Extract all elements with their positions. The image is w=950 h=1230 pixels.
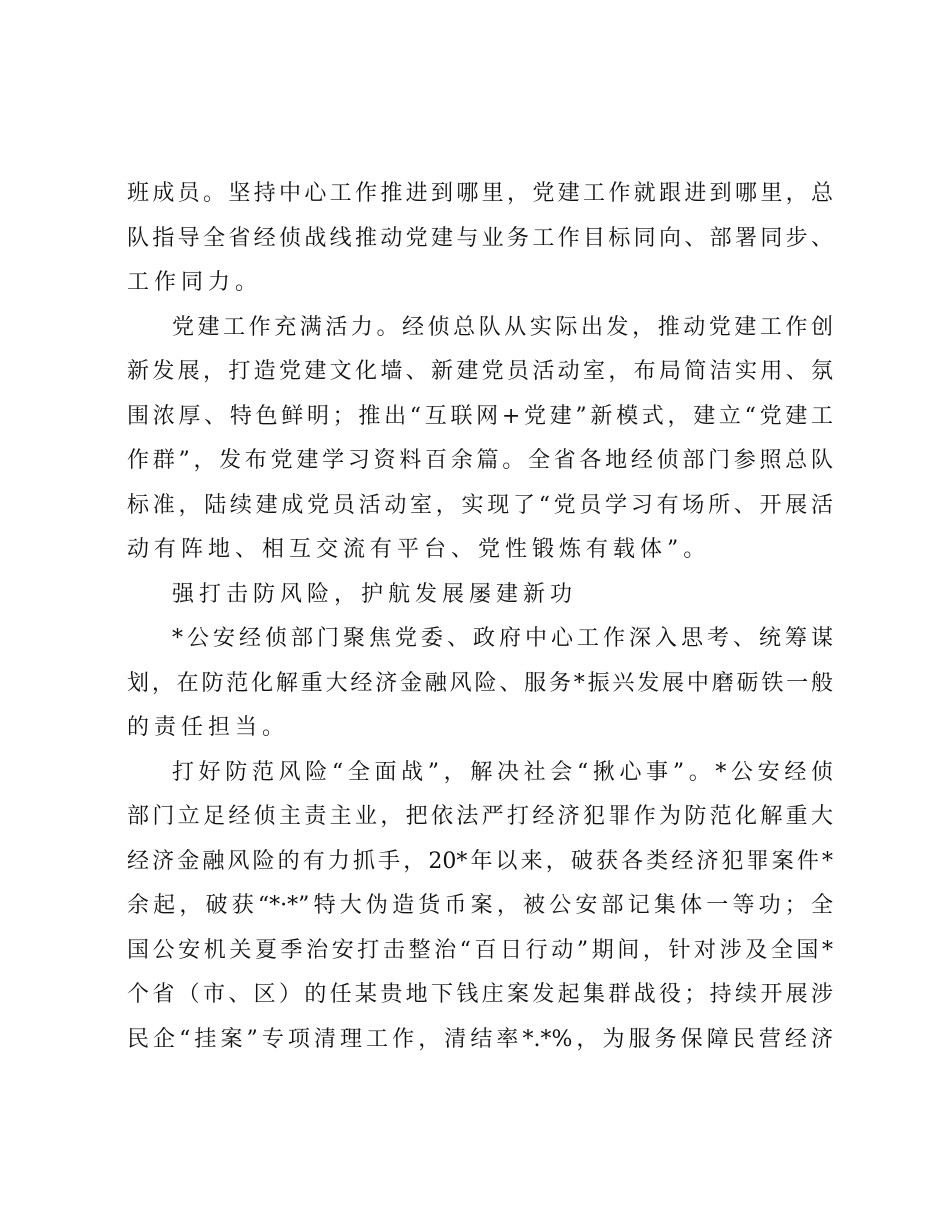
document-body xyxy=(127,172,833,1062)
text-line: 标准，陆续建成党员活动室，实现了“党员学习有场所、开展活 xyxy=(127,492,833,518)
paragraph-start: 党建工作充满活力。经侦总队从实际出发，推动党建工作创 xyxy=(172,314,833,340)
text-line: 个省（市、区）的任某贵地下钱庄案发起集群战役；持续开展涉 xyxy=(127,982,833,1007)
text-line: 划，在防范化解重大经济金融风险、服务*振兴发展中磨砺铁一般 xyxy=(127,670,833,696)
text-line: 经济金融风险的有力抓手，20*年以来，破获各类经济犯罪案件* xyxy=(127,848,833,874)
text-line: 工作同力。 xyxy=(127,270,263,295)
text-line: 部门立足经侦主责主业，把依法严打经济犯罪作为防范化解重大 xyxy=(127,804,833,829)
text-line: 余起，破获“*·*”特大伪造货币案，被公安部记集体一等功；全 xyxy=(127,893,833,918)
text-line: 新发展，打造党建文化墙、新建党员活动室，布局简洁实用、氛 xyxy=(127,359,833,384)
text-line: 班成员。坚持中心工作推进到哪里，党建工作就跟进到哪里，总 xyxy=(127,181,833,206)
text-line: 国公安机关夏季治安打击整治“百日行动”期间，针对涉及全国* xyxy=(127,937,833,963)
paragraph-start: 打好防范风险“全面战”，解决社会“揪心事”。*公安经侦 xyxy=(172,759,833,785)
text-line: 队指导全省经侦战线推动党建与业务工作目标同向、部署同步、 xyxy=(127,225,833,251)
text-line: 动有阵地、相互交流有平台、党性锻炼有载体”。 xyxy=(127,537,711,562)
text-line: 作群”，发布党建学习资料百余篇。全省各地经侦部门参照总队 xyxy=(127,448,833,473)
text-line: 围浓厚、特色鲜明；推出“互联网+党建”新模式，建立“党建工 xyxy=(127,403,833,429)
section-heading: 强打击防风险，护航发展屡建新功 xyxy=(172,581,578,607)
text-line: 民企“挂案”专项清理工作，清结率*.*%，为服务保障民营经济 xyxy=(127,1026,833,1052)
text-line: 的责任担当。 xyxy=(127,715,290,740)
paragraph-start: *公安经侦部门聚焦党委、政府中心工作深入思考、统筹谋 xyxy=(172,626,833,651)
